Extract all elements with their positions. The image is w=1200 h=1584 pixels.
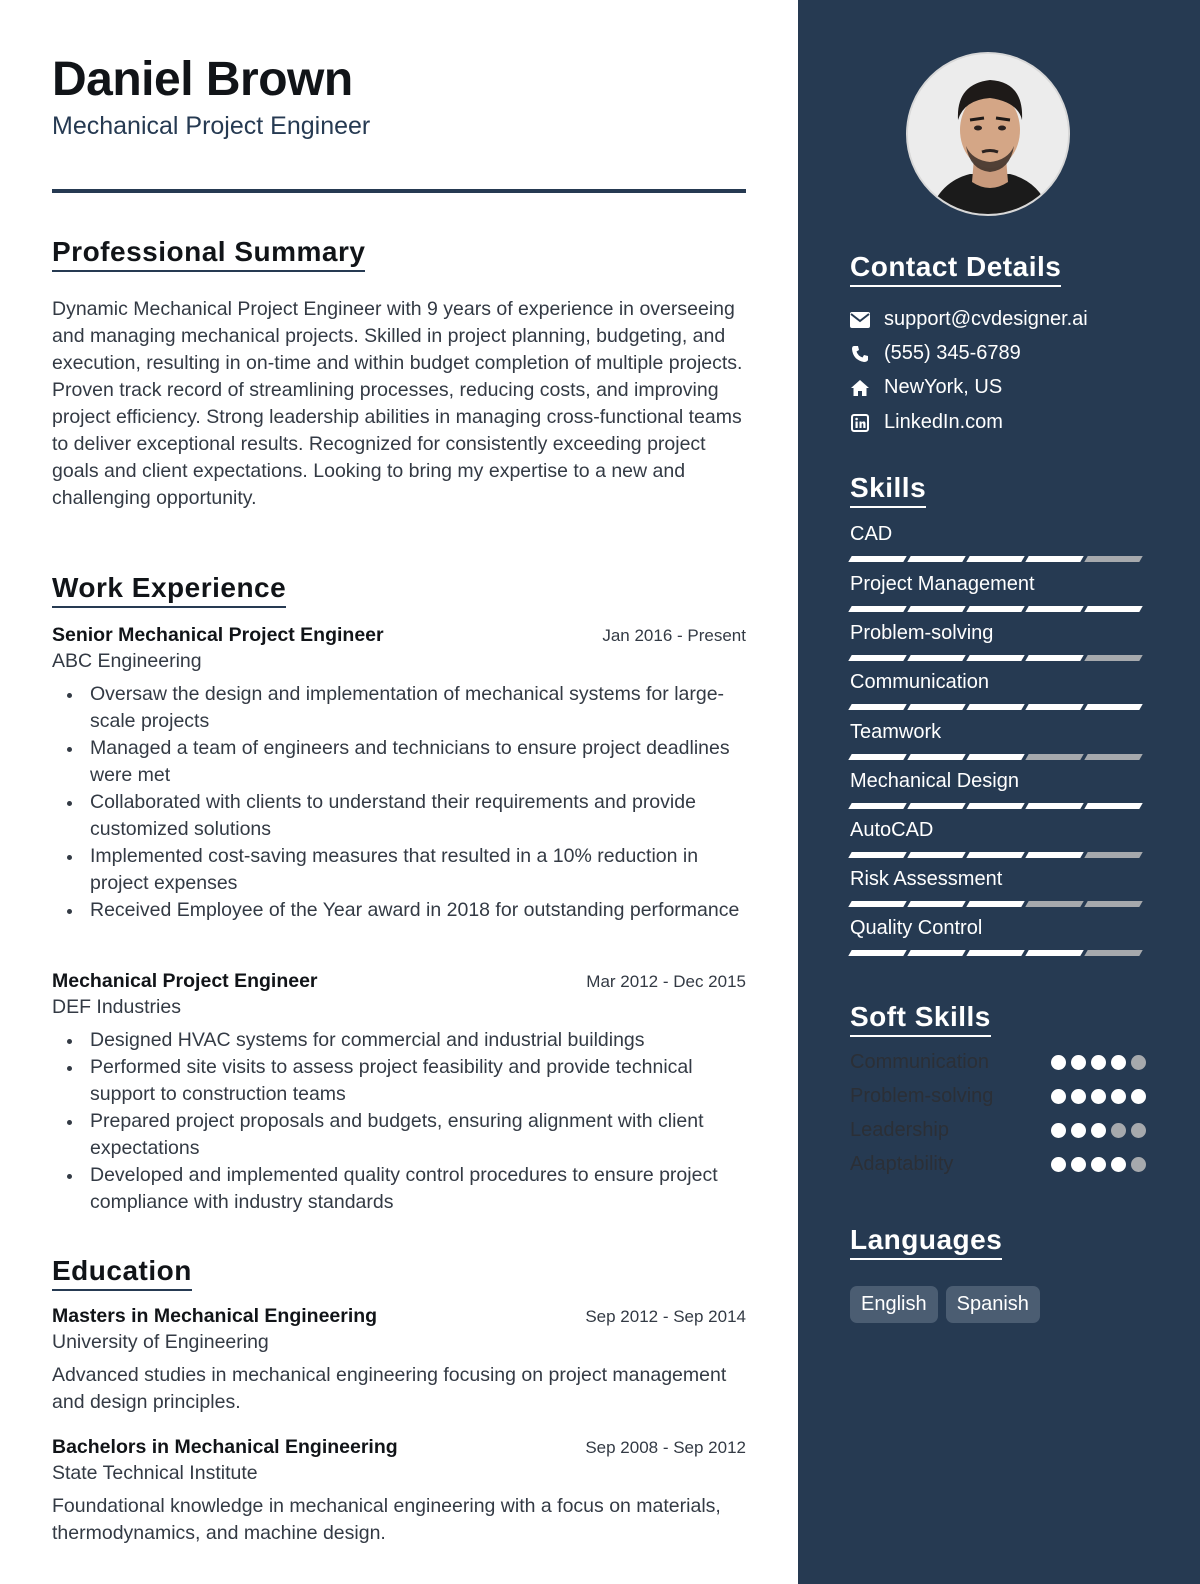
skill-name: AutoCAD: [850, 819, 934, 841]
skill-item: [850, 523, 1146, 562]
rating-dot: [1051, 1123, 1066, 1138]
education-date: Sep 2008 - Sep 2012: [585, 1438, 746, 1457]
skill-level-bar: [850, 852, 1146, 858]
skill-item: [850, 573, 1146, 612]
job-bullets: [52, 681, 746, 924]
contact-phone[interactable]: [850, 342, 1021, 365]
job-title: Mechanical Project Engineer: [52, 970, 318, 992]
rating-dot: [1051, 1055, 1066, 1070]
rating-dot: [1091, 1157, 1106, 1172]
contact-linkedin[interactable]: [850, 411, 1003, 434]
skill-name: Risk Assessment: [850, 868, 1003, 890]
job-title: Senior Mechanical Project Engineer: [52, 624, 384, 646]
envelope-icon: [850, 310, 870, 330]
skill-level-segment: [1084, 704, 1142, 710]
skill-level-bar: [850, 754, 1146, 760]
rating-dot: [1131, 1055, 1146, 1070]
skill-level-segment: [1025, 901, 1083, 907]
rating-dot: [1071, 1157, 1086, 1172]
candidate-name: Daniel Brown: [52, 53, 353, 106]
candidate-title: Mechanical Project Engineer: [52, 112, 371, 140]
skill-level-segment: [848, 950, 906, 956]
education-description: Advanced studies in mechanical engineering focusing on project management and design principles.: [52, 1364, 727, 1413]
skill-level-segment: [907, 901, 965, 907]
rating-dot: [1091, 1055, 1106, 1070]
language-tags: [850, 1286, 1040, 1323]
skill-level-segment: [1084, 556, 1142, 562]
bullet-item: Received Employee of the Year award in 2018 for outstanding performance: [52, 897, 746, 924]
home-icon: [850, 378, 870, 398]
skill-level-bar: [850, 556, 1146, 562]
school-name: State Technical Institute: [52, 1462, 258, 1484]
soft-skill-name: Adaptability: [850, 1153, 954, 1175]
skill-level-segment: [1025, 655, 1083, 661]
soft-skill-item: [850, 1119, 1146, 1142]
contact-text: NewYork, US: [884, 376, 1003, 398]
rating-dot: [1131, 1123, 1146, 1138]
skill-level-segment: [1084, 606, 1142, 612]
education-description: Foundational knowledge in mechanical engineering with a focus on materials, thermodynamics, and machine design.: [52, 1495, 721, 1544]
skill-level-segment: [966, 655, 1024, 661]
skills-heading: Skills: [850, 472, 926, 508]
soft-skill-name: Problem-solving: [850, 1085, 994, 1107]
bullet-item: Performed site visits to assess project feasibility and provide technical support to construction teams: [52, 1054, 746, 1108]
job-date: Jan 2016 - Present: [602, 626, 746, 645]
job-entry: [52, 624, 746, 924]
skill-name: Communication: [850, 671, 989, 693]
soft-skill-rating: [1051, 1089, 1146, 1104]
rating-dot: [1111, 1055, 1126, 1070]
rating-dot: [1091, 1123, 1106, 1138]
language-tag: Spanish: [946, 1286, 1040, 1323]
skill-level-segment: [1084, 852, 1142, 858]
skill-level-segment: [1025, 754, 1083, 760]
rating-dot: [1111, 1157, 1126, 1172]
soft-skill-item: [850, 1085, 1146, 1108]
bullet-item: Managed a team of engineers and technicians to ensure project deadlines were met: [52, 735, 746, 789]
soft-skill-rating: [1051, 1055, 1146, 1070]
experience-heading: Work Experience: [52, 572, 286, 608]
soft-skill-rating: [1051, 1123, 1146, 1138]
portrait-icon: [908, 54, 1070, 216]
skill-name: Project Management: [850, 573, 1035, 595]
skill-level-segment: [848, 606, 906, 612]
skill-level-segment: [966, 852, 1024, 858]
soft-skills-heading: Soft Skills: [850, 1001, 991, 1037]
soft-skill-rating: [1051, 1157, 1146, 1172]
education-entry: [52, 1436, 746, 1547]
job-entry: [52, 970, 746, 1216]
rating-dot: [1131, 1157, 1146, 1172]
soft-skill-name: Leadership: [850, 1119, 949, 1141]
profile-photo: [906, 52, 1070, 216]
skill-level-segment: [848, 704, 906, 710]
skill-level-segment: [848, 754, 906, 760]
skill-level-segment: [1084, 901, 1142, 907]
job-company: DEF Industries: [52, 996, 181, 1018]
skill-level-segment: [907, 655, 965, 661]
education-date: Sep 2012 - Sep 2014: [585, 1307, 746, 1326]
skill-item: [850, 622, 1146, 661]
language-tag: English: [850, 1286, 938, 1323]
contact-text: LinkedIn.com: [884, 411, 1003, 433]
skill-level-segment: [966, 556, 1024, 562]
header-divider: [52, 189, 746, 193]
skill-level-segment: [1025, 606, 1083, 612]
rating-dot: [1071, 1123, 1086, 1138]
skill-name: Quality Control: [850, 917, 983, 939]
summary-heading: Professional Summary: [52, 236, 365, 272]
skill-level-segment: [907, 704, 965, 710]
skill-level-segment: [848, 803, 906, 809]
rating-dot: [1051, 1089, 1066, 1104]
bullet-item: Collaborated with clients to understand their requirements and provide customized solutions: [52, 789, 746, 843]
skill-item: [850, 917, 1146, 956]
bullet-item: Developed and implemented quality control procedures to ensure project compliance with industry standards: [52, 1162, 746, 1216]
school-name: University of Engineering: [52, 1331, 269, 1353]
education-entry: [52, 1305, 746, 1416]
skill-level-segment: [966, 754, 1024, 760]
job-company: ABC Engineering: [52, 650, 202, 672]
bullet-item: Oversaw the design and implementation of mechanical systems for large-scale projects: [52, 681, 746, 735]
education-heading: Education: [52, 1255, 192, 1291]
contact-location: [850, 376, 1002, 399]
skill-level-segment: [1084, 950, 1142, 956]
skill-level-segment: [907, 950, 965, 956]
skill-level-segment: [848, 556, 906, 562]
skill-level-segment: [966, 950, 1024, 956]
skill-name: Mechanical Design: [850, 770, 1019, 792]
phone-icon: [850, 344, 870, 364]
skill-level-segment: [1084, 655, 1142, 661]
contact-text: support@cvdesigner.ai: [884, 308, 1088, 330]
job-date: Mar 2012 - Dec 2015: [586, 972, 746, 991]
skill-level-bar: [850, 704, 1146, 710]
skill-level-segment: [1084, 803, 1142, 809]
rating-dot: [1091, 1089, 1106, 1104]
skill-level-segment: [1084, 754, 1142, 760]
summary-text: Dynamic Mechanical Project Engineer with 9 years of experience in overseeing and managing mechanical projects. Skilled in project planning, budgeting, and execution, resulting in on-time and within budget completion of multiple projects. Proven track record of streamlining processes, reducing costs, and improving project efficiency. Strong leadership abilities in managing cross-functional teams to deliver exceptional results. Recognized for consistently exceeding project goals and client expectations. Looking to bring my expertise to a new and challenging opportunity.: [52, 298, 743, 509]
skill-level-bar: [850, 803, 1146, 809]
job-bullets: [52, 1027, 746, 1216]
skill-level-segment: [1025, 556, 1083, 562]
skill-item: [850, 868, 1146, 907]
skill-level-segment: [1025, 950, 1083, 956]
skill-level-bar: [850, 901, 1146, 907]
skill-level-segment: [848, 655, 906, 661]
soft-skill-item: [850, 1051, 1146, 1074]
skill-level-segment: [1025, 852, 1083, 858]
linkedin-icon: [850, 413, 870, 433]
skill-level-bar: [850, 606, 1146, 612]
contact-email[interactable]: [850, 308, 1088, 331]
languages-heading: Languages: [850, 1224, 1002, 1260]
skill-level-segment: [907, 852, 965, 858]
skill-level-segment: [907, 803, 965, 809]
skill-level-segment: [907, 556, 965, 562]
bullet-item: Designed HVAC systems for commercial and industrial buildings: [52, 1027, 746, 1054]
rating-dot: [1111, 1123, 1126, 1138]
bullet-item: Prepared project proposals and budgets, ensuring alignment with client expectations: [52, 1108, 746, 1162]
soft-skill-name: Communication: [850, 1051, 989, 1073]
skill-level-segment: [848, 852, 906, 858]
skill-level-segment: [966, 606, 1024, 612]
skill-level-bar: [850, 950, 1146, 956]
skill-name: Teamwork: [850, 721, 942, 743]
skill-item: [850, 819, 1146, 858]
rating-dot: [1131, 1089, 1146, 1104]
skill-item: [850, 671, 1146, 710]
degree-title: Bachelors in Mechanical Engineering: [52, 1436, 398, 1458]
skill-level-segment: [966, 803, 1024, 809]
skill-item: [850, 721, 1146, 760]
rating-dot: [1071, 1055, 1086, 1070]
soft-skill-item: [850, 1153, 1146, 1176]
skill-level-segment: [966, 901, 1024, 907]
skill-item: [850, 770, 1146, 809]
contact-heading: Contact Details: [850, 251, 1061, 287]
skill-name: Problem-solving: [850, 622, 994, 644]
bullet-item: Implemented cost-saving measures that resulted in a 10% reduction in project expenses: [52, 843, 746, 897]
skill-level-segment: [848, 901, 906, 907]
degree-title: Masters in Mechanical Engineering: [52, 1305, 378, 1327]
skill-level-segment: [1025, 803, 1083, 809]
skill-level-segment: [1025, 704, 1083, 710]
skill-level-segment: [966, 704, 1024, 710]
skill-level-segment: [907, 754, 965, 760]
rating-dot: [1051, 1157, 1066, 1172]
rating-dot: [1111, 1089, 1126, 1104]
skill-level-segment: [907, 606, 965, 612]
skill-level-bar: [850, 655, 1146, 661]
contact-text: (555) 345-6789: [884, 342, 1021, 364]
skill-name: CAD: [850, 523, 893, 545]
rating-dot: [1071, 1089, 1086, 1104]
